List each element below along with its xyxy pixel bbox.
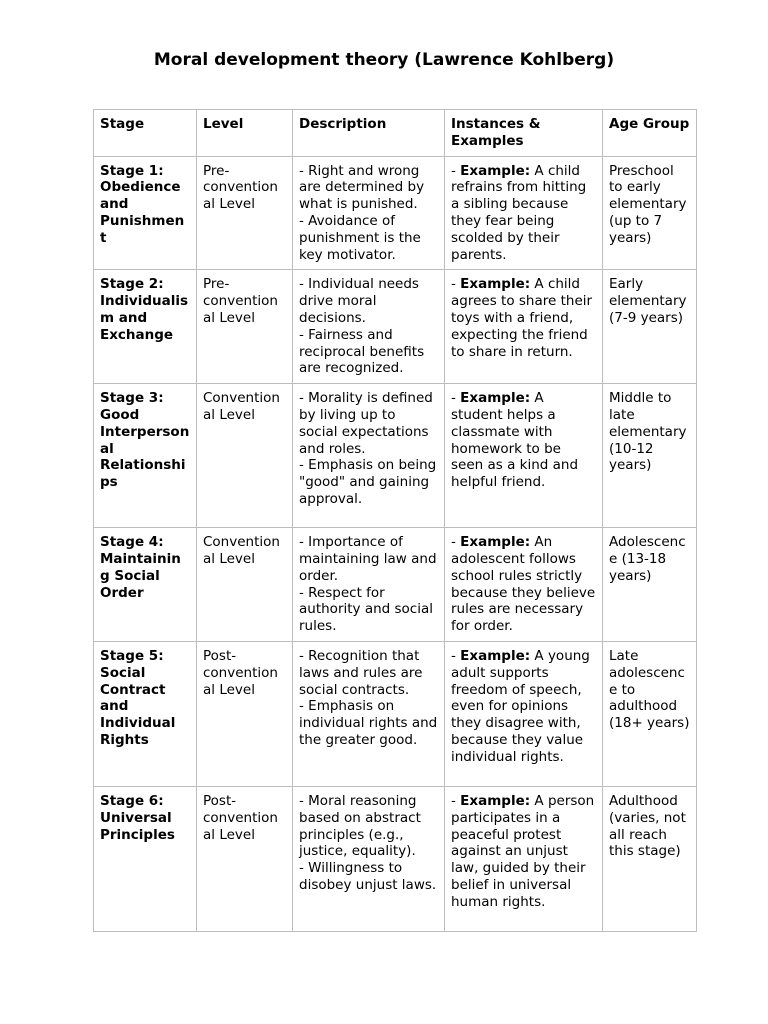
level-cell: Pre-conventional Level <box>197 156 293 270</box>
example-label: Example: <box>460 534 531 551</box>
stage-cell: Stage 1: Obedience and Punishment <box>94 156 197 270</box>
level-cell: Post-conventional Level <box>197 641 293 786</box>
description-cell <box>293 528 445 642</box>
example-prefix: - <box>451 276 461 293</box>
description-line: - Respect for authority and social rules. <box>299 584 433 635</box>
example-cell <box>445 641 603 786</box>
example-text: A young adult supports freedom of speech, even for opinions they disagree with, because they value individual rights. <box>451 647 590 765</box>
level-cell: Post-conventional Level <box>197 786 293 931</box>
example-label: Example: <box>460 162 531 179</box>
level-cell: Pre-conventional Level <box>197 270 293 384</box>
table-row <box>94 528 697 642</box>
table-header-row <box>94 110 697 157</box>
age-group-cell: Early elementary (7-9 years) <box>603 270 697 384</box>
example-label: Example: <box>460 390 531 407</box>
level-cell: Conventional Level <box>197 384 293 528</box>
example-label: Example: <box>460 276 531 293</box>
age-group-cell: Adolescence (13-18 years) <box>603 528 697 642</box>
description-line: - Emphasis on individual rights and the greater good. <box>299 698 438 748</box>
example-text: A student helps a classmate with homework to be seen as a kind and helpful friend. <box>451 390 579 491</box>
header-stage: Stage <box>94 110 197 157</box>
table-row <box>94 156 697 270</box>
age-group-cell: Preschool to early elementary (up to 7 years) <box>603 156 697 270</box>
description-cell <box>293 786 445 931</box>
age-group-cell: Middle to late elementary (10-12 years) <box>603 384 697 528</box>
example-label: Example: <box>460 792 531 809</box>
example-text: An adolescent follows school rules strictly because they believe rules are necessary for order. <box>451 534 596 635</box>
stage-cell: Stage 6: Universal Principles <box>94 786 197 931</box>
example-cell <box>445 786 603 931</box>
example-prefix: - <box>451 647 461 664</box>
description-cell <box>293 156 445 270</box>
description-cell <box>293 641 445 786</box>
table-row <box>94 270 697 384</box>
stage-cell: Stage 5: Social Contract and Individual Rights <box>94 641 197 786</box>
description-cell <box>293 384 445 528</box>
example-prefix: - <box>451 162 461 179</box>
example-cell <box>445 384 603 528</box>
description-line: - Avoidance of punishment is the key motivator. <box>299 212 421 263</box>
header-age-group: Age Group <box>603 110 697 157</box>
example-label: Example: <box>460 647 531 664</box>
age-group-cell: Adulthood (varies, not all reach this stage) <box>603 786 697 931</box>
description-line: - Fairness and reciprocal benefits are recognized. <box>299 326 425 377</box>
description-line: - Moral reasoning based on abstract principles (e.g., justice, equality). <box>299 792 421 860</box>
stage-cell: Stage 4: Maintaining Social Order <box>94 528 197 642</box>
table-row <box>94 641 697 786</box>
description-line: - Importance of maintaining law and order. <box>299 534 437 584</box>
description-cell <box>293 270 445 384</box>
header-description: Description <box>293 110 445 157</box>
header-level: Level <box>197 110 293 157</box>
page-title: Moral development theory (Lawrence Kohlberg) <box>153 50 615 70</box>
description-line: - Individual needs drive moral decisions. <box>299 276 419 326</box>
description-line: - Recognition that laws and rules are social contracts. <box>299 647 423 698</box>
header-examples: Instances & Examples <box>445 110 603 157</box>
table-row <box>94 384 697 528</box>
age-group-cell: Late adolescence to adulthood (18+ years) <box>603 641 697 786</box>
example-text: A child agrees to share their toys with a friend, expecting the friend to share in return. <box>451 276 593 360</box>
stage-cell: Stage 3: Good Interpersonal Relationships <box>94 384 197 528</box>
example-prefix: - <box>451 792 461 809</box>
example-cell <box>445 156 603 270</box>
level-cell: Conventional Level <box>197 528 293 642</box>
example-prefix: - <box>451 390 461 407</box>
description-line: - Morality is defined by living up to social expectations and roles. <box>299 390 433 457</box>
example-cell <box>445 528 603 642</box>
example-text: A child refrains from hitting a sibling because they fear being scolded by their parents. <box>451 162 587 263</box>
description-line: - Willingness to disobey unjust laws. <box>299 860 437 893</box>
description-line: - Emphasis on being "good" and gaining approval. <box>299 457 437 507</box>
example-cell <box>445 270 603 384</box>
stage-cell: Stage 2: Individualism and Exchange <box>94 270 197 384</box>
example-prefix: - <box>451 534 461 551</box>
table-row <box>94 786 697 931</box>
description-line: - Right and wrong are determined by what is punished. <box>299 162 425 213</box>
example-text: A person participates in a peaceful protest against an unjust law, guided by their belief in universal human rights. <box>451 792 595 910</box>
kohlberg-stages-table <box>93 109 697 932</box>
